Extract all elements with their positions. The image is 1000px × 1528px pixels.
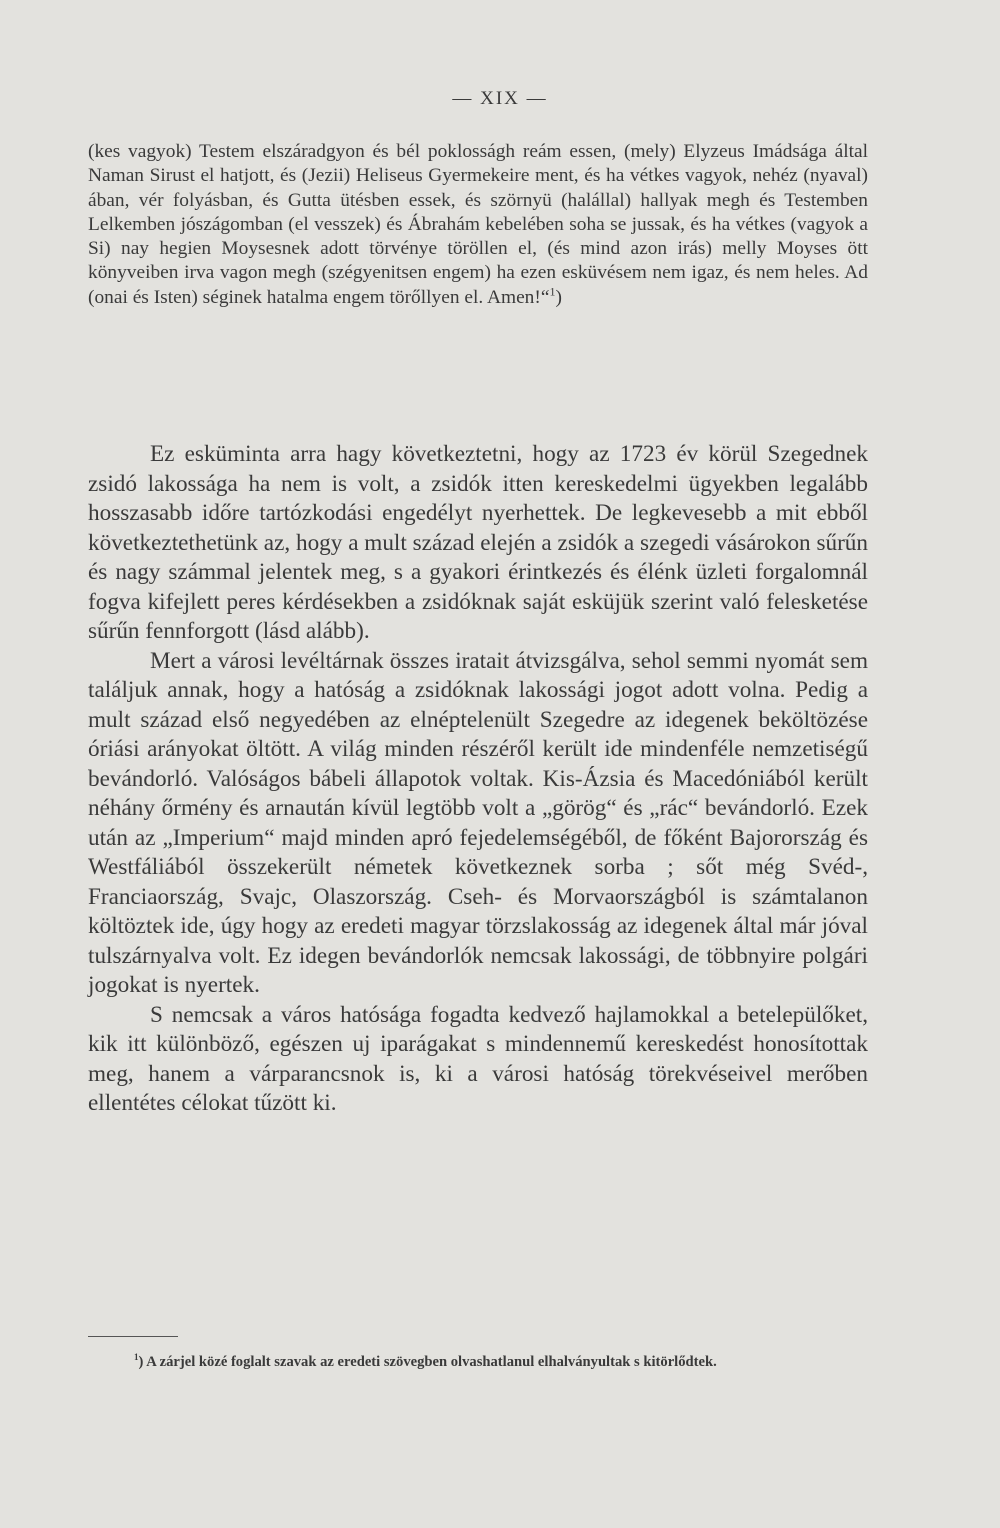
footnote — [88, 1353, 868, 1372]
oath-closing-paren: ) — [555, 286, 562, 308]
footnote-text: A zárjel közé foglalt szavak az eredeti szövegben olvashatlanul elhalványultak s kitörlődtek. — [143, 1354, 717, 1370]
oath-text: (kes vagyok) Testem elszáradgyon és bél poklosságh reám essen, (mely) Elyzeus Imádsága által Naman Sirust el hatjott, és (Jezii) Heliseus Gyermekeire ment, és ha vétkes vagyok, nehéz (nyaval) ában, vér folyásban, és Gutta ütésben essek, és szörnyü (halállal) hallyak megh és Testemben Lelkemben jószágomban (el vesszek) és Ábrahám kebelében soha se jussak, és ha vétkes (vagyok a Si) nay hegien Moysesnek adott törvénye töröllen el, (és mind azon irás) melly Moyses ött könyveiben irva vagon megh (szégyenitsen engem) ha ezen esküvésem nem igaz, és nem heles. Ad (onai és Isten) séginek hatalma engem törőllyen el. Amen!“ — [88, 141, 868, 308]
footnote-marker: 1 — [134, 1352, 139, 1363]
paragraph-2: Mert a városi levéltárnak összes iratait átvizsgálva, sehol semmi nyomát sem találjuk annak, hogy a hatóság a zsidóknak lakossági jogot adott volna. Pedig a mult század első negyedében az elnéptelenült Szegedre az idegenek beköltözése óriási arányokat öltött. A világ minden részéről került ide mindenféle nemzetiségű bevándorló. Valóságos bábeli állapotok voltak. Kis-Ázsia és Macedóniából került néhány őrmény és arnaután kívül legtöbb volt a „görög“ és „rác“ bevándorló. Ezek után az „Imperium“ majd minden apró fejedelemségéből, de főként Bajorország és Westfáliából összekerült németek következnek sorba ; sőt még Svéd-, Franciaország, Svajc, Olaszország. Cseh- és Morvaországból is számtalanon költöztek ide, úgy hogy az eredeti magyar törzslakosság az idegenek által már jóval tulszárnyalva volt. Ez idegen bevándorlók nemcsak lakossági, de többnyire polgári jogokat is nyertek. — [88, 647, 868, 998]
oath-text-block — [88, 140, 868, 310]
paragraph-3: S nemcsak a város hatósága fogadta kedvező hajlamokkal a betelepülőket, kik itt különböző, egészen uj iparágakat s mindennemű kereskedést honosítottak meg, hanem a várparancsnok is, ki a városi hatóság törekvéseivel merőben ellentétes célokat tűzött ki. — [88, 1001, 868, 1116]
main-text-block — [88, 440, 868, 1119]
oath-paragraph — [88, 140, 868, 310]
page-number: — XIX — — [452, 88, 548, 109]
footnote-separator — [88, 1336, 178, 1337]
footnote-marker-paren: ) — [138, 1354, 144, 1370]
paragraph-1: Ez esküminta arra hagy következtetni, hogy az 1723 év körül Szegednek zsidó lakossága ha nem is volt, a zsidók itten kereskedelmi ügyekben legalább hosszasabb időre tartózkodási engedélyt nyerhettek. De legkevesebb a mit ebből következtethetünk az, hogy a mult század elején a zsidók a szegedi vásárokon sűrűn és nagy számmal jelentek meg, s a gyakori érintkezés és élénk üzleti forgalomnál fogva kifejlett peres kérdésekben a zsidóknak saját esküjük szerint való felesketése sűrűn fennforgott (lásd alább). — [88, 441, 868, 644]
footnote-reference: 1 — [549, 284, 556, 299]
footnote-paragraph — [88, 1353, 868, 1372]
